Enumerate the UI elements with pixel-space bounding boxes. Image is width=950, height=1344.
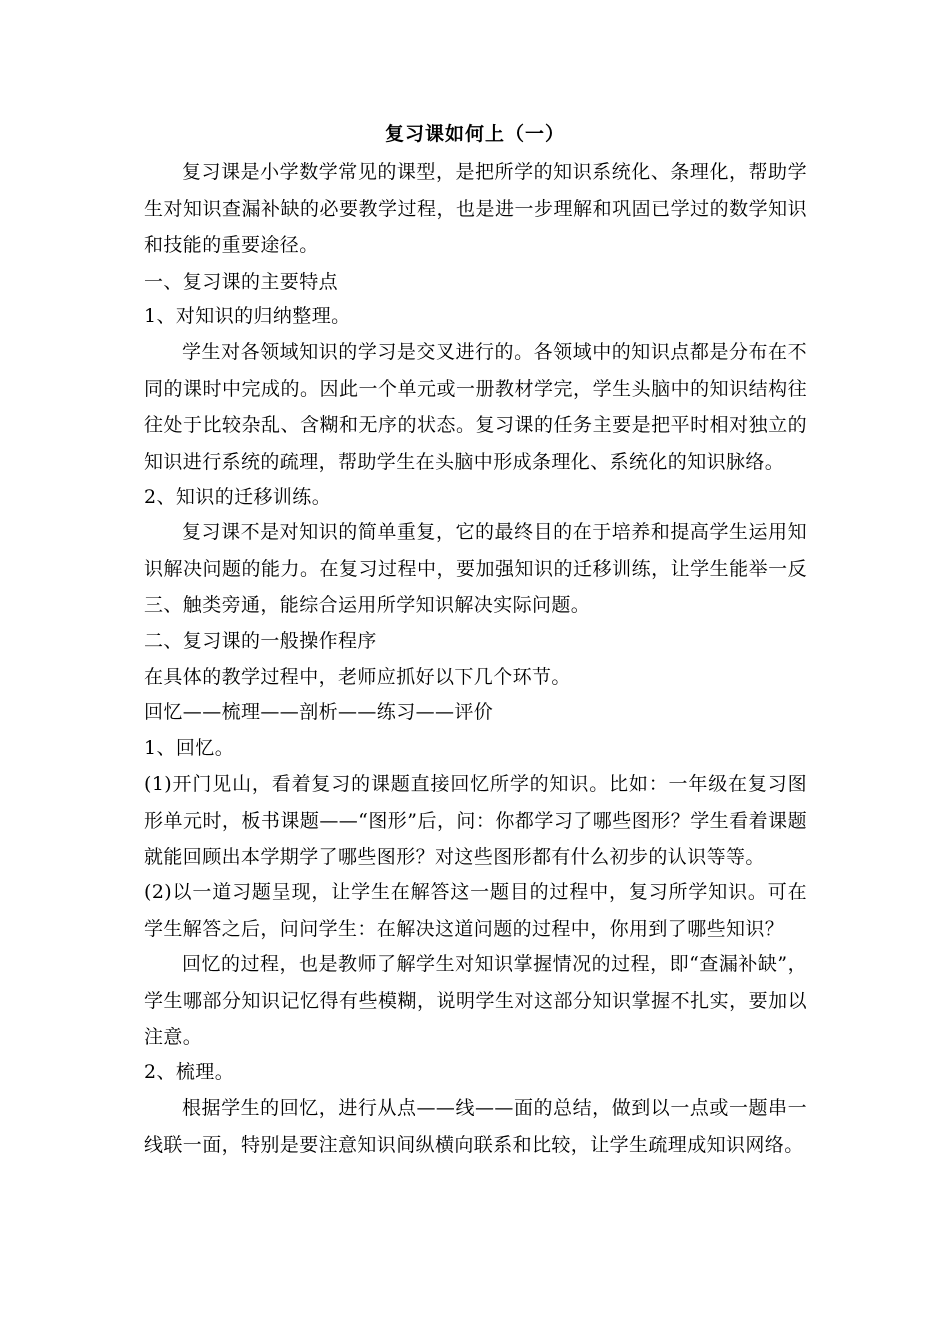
paragraph-procedure-intro: 在具体的教学过程中，老师应抓好以下几个环节。 [144,666,571,688]
subheading-summarize: 1、对知识的归纳整理。 [144,305,351,327]
procedure-steps: 回忆——梳理——剖析——练习——评价 [144,701,494,723]
paragraph-organize: 根据学生的回忆，进行从点——线——面的总结，做到以一点或一题串一线联一面，特别是要注意知识间纵横向联系和比较，让学生疏理成知识网络。 [144,1097,807,1156]
document-title: 复习课如何上（一） [384,123,565,145]
paragraph-transfer: 复习课不是对知识的简单重复，它的最终目的在于培养和提高学生运用知识解决问题的能力。在复习过程中，要加强知识的迁移训练，让学生能举一反三、触类旁通，能综合运用所学知识解决实际问题。 [144,521,807,616]
paragraph-recall-summary: 回忆的过程，也是教师了解学生对知识掌握情况的过程，即“查漏补缺”，学生哪部分知识记忆得有些模糊，说明学生对这部分知识掌握不扎实，要加以注意。 [144,953,807,1048]
section-heading-procedure: 二、复习课的一般操作程序 [144,630,377,652]
subheading-recall: 1、回忆。 [144,737,235,759]
subheading-organize: 2、梳理。 [144,1061,235,1083]
section-heading-features: 一、复习课的主要特点 [144,271,339,293]
intro-paragraph: 复习课是小学数学常见的课型，是把所学的知识系统化、条理化，帮助学生对知识查漏补缺的必要教学过程，也是进一步理解和巩固已学过的数学知识和技能的重要途径。 [144,161,807,256]
subheading-transfer: 2、知识的迁移训练。 [144,486,332,508]
paragraph-recall-1: (1)开门见山，看着复习的课题直接回忆所学的知识。比如：一年级在复习图形单元时，板书课题——“图形”后，问：你都学习了哪些图形？学生看着课题就能回顾出本学期学了哪些图形？对这些图形都有什么初步的认识等等。 [144,773,807,868]
paragraph-recall-2: (2)以一道习题呈现，让学生在解答这一题目的过程中，复习所学知识。可在学生解答之后，问问学生：在解决这道问题的过程中，你用到了哪些知识？ [144,881,807,940]
paragraph-summarize: 学生对各领域知识的学习是交叉进行的。各领域中的知识点都是分布在不同的课时中完成的。因此一个单元或一册教材学完，学生头脑中的知识结构往往处于比较杂乱、含糊和无序的状态。复习课的任务主要是把平时相对独立的知识进行系统的疏理，帮助学生在头脑中形成条理化、系统化的知识脉络。 [144,341,807,473]
